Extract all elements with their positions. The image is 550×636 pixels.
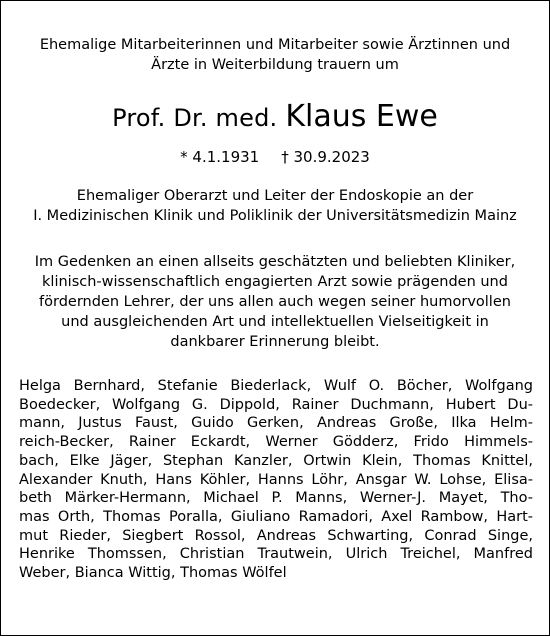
- mourners-line: Henrike Thomssen, Christian Trautwein, Ulrich Treichel, Manfred: [19, 546, 533, 563]
- mourners-line: Alexander Knuth, Hans Köhler, Hanns Löhr, Ansgar W. Lohse, Elisa-: [19, 471, 533, 488]
- mourners-line: Weber, Bianca Wittig, Thomas Wölfel: [19, 565, 287, 582]
- mourners-line: Boedecker, Wolfgang G. Dippold, Rainer Duchmann, Hubert Du-: [19, 396, 533, 413]
- intro-line: Ehemalige Mitarbeiterinnen und Mitarbeiter sowie Ärztinnen und: [39, 37, 511, 53]
- intro-line: Ärzte in Weiterbildung trauern um: [151, 57, 399, 73]
- memorial-text: [15, 252, 535, 352]
- role-line: I. Medizinischen Klinik und Poliklinik der Universitätsmedizin Mainz: [33, 208, 517, 224]
- role-description: [7, 186, 543, 226]
- full-name: Klaus Ewe: [285, 99, 438, 134]
- birth-date: * 4.1.1931: [180, 148, 260, 166]
- life-dates: [1, 147, 549, 167]
- mourners-line: mut Rieder, Siegbert Rossol, Andreas Schwarting, Conrad Singe,: [19, 527, 533, 544]
- memorial-line: Im Gedenken an einen allseits geschätzten und beliebten Kliniker,: [34, 254, 516, 270]
- deceased-name: [1, 99, 549, 139]
- role-line: Ehemaliger Oberarzt und Leiter der Endoskopie an der: [76, 188, 474, 204]
- memorial-line: dankbarer Erinnerung bleibt.: [170, 334, 380, 350]
- mourners-line: bach, Elke Jäger, Stephan Kanzler, Ortwin Klein, Thomas Knittel,: [19, 452, 533, 469]
- intro-text: [19, 35, 531, 75]
- memorial-line: klinisch-wissenschaftlich engagierten Arzt sowie prägenden und: [42, 274, 508, 290]
- memorial-line: und ausgleichenden Art und intellektuellen Vielseitigkeit in: [61, 314, 489, 330]
- mourners-line: reich-Becker, Rainer Eckardt, Werner Gödderz, Frido Himmels-: [19, 434, 533, 451]
- mourners-line: mann, Justus Faust, Guido Gerken, Andreas Große, Ilka Helm-: [19, 415, 533, 432]
- mourners-list: [19, 377, 533, 583]
- academic-title: Prof. Dr. med.: [112, 104, 278, 132]
- memorial-line: fördernden Lehrer, der uns allen auch wegen seiner humorvollen: [39, 294, 511, 310]
- mourners-line: beth Märker-Hermann, Michael P. Manns, Werner-J. Mayet, Tho-: [19, 490, 533, 507]
- mourners-line: mas Orth, Thomas Poralla, Giuliano Ramadori, Axel Rambow, Hart-: [19, 508, 533, 525]
- death-date: † 30.9.2023: [281, 148, 370, 166]
- mourners-line: Helga Bernhard, Stefanie Biederlack, Wulf O. Böcher, Wolfgang: [19, 378, 533, 394]
